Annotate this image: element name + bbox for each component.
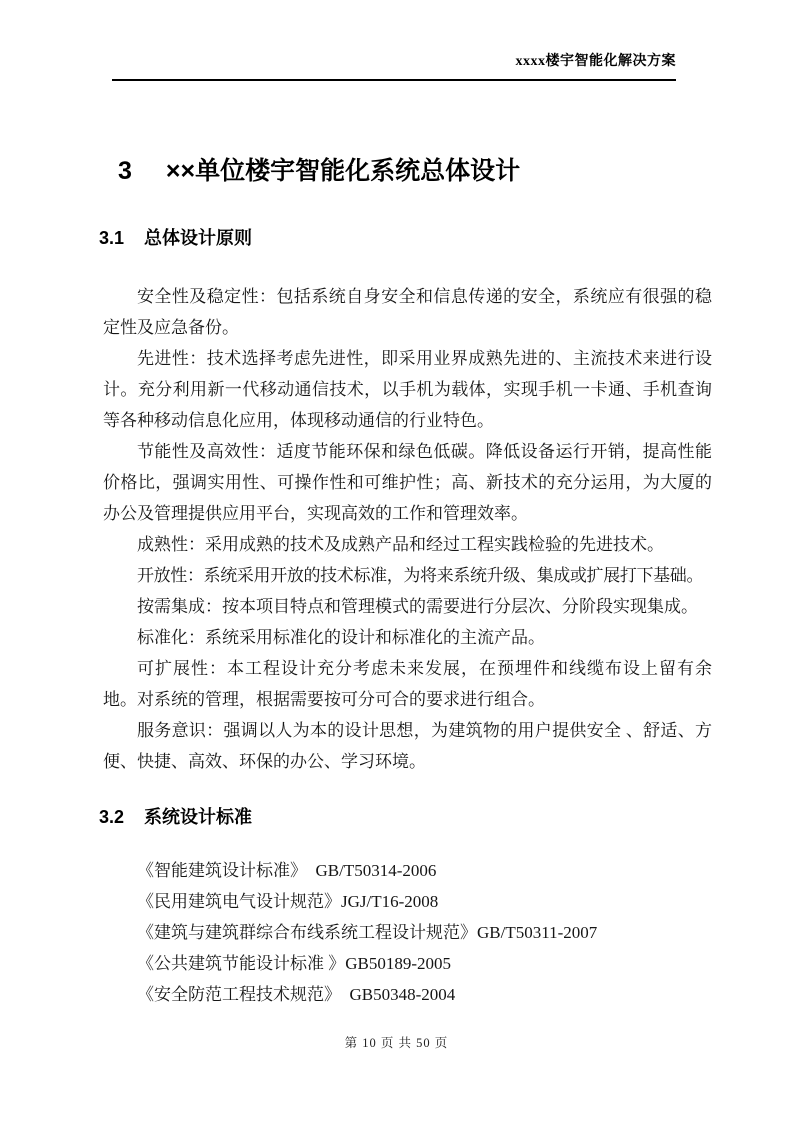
paragraph: 安全性及稳定性：包括系统自身安全和信息传递的安全，系统应有很强的稳定性及应急备份。	[103, 287, 712, 337]
chapter-title: ××单位楼宇智能化系统总体设计	[165, 157, 521, 185]
chapter-heading	[118, 157, 712, 186]
paragraph: 开放性：系统采用开放的技术标准，为将来系统升级、集成或扩展打下基础。	[137, 566, 704, 585]
section-3-1-number: 3.1	[99, 228, 125, 248]
section-3-2-heading	[99, 807, 712, 828]
standards-list	[103, 855, 712, 1010]
section-3-1-title: 总体设计原则	[144, 228, 253, 248]
paragraph: 标准化：系统采用标准化的设计和标准化的主流产品。	[137, 628, 545, 647]
header-title: xxxx楼宇智能化解决方案	[515, 54, 676, 69]
paragraph: 服务意识：强调以人为本的设计思想，为建筑物的用户提供安全 、舒适、方便、快捷、高效、环保的办公、学习环境。	[103, 721, 712, 771]
chapter-number: 3	[118, 157, 132, 185]
standard-reference: 《智能建筑设计标准》 GB/T50314-2006	[137, 861, 437, 880]
standard-reference: 《安全防范工程技术规范》 GB50348-2004	[137, 985, 456, 1004]
header-rule-divider	[112, 79, 676, 81]
standard-reference: 《建筑与建筑群综合布线系统工程设计规范》GB/T50311-2007	[137, 923, 598, 942]
section-3-1-heading	[99, 228, 712, 249]
standard-reference: 《公共建筑节能设计标准 》GB50189-2005	[137, 954, 452, 973]
footer-page-number: 第 10 页 共 50 页	[344, 1036, 449, 1050]
paragraph: 按需集成：按本项目特点和管理模式的需要进行分层次、分阶段实现集成。	[137, 597, 698, 616]
standard-reference: 《民用建筑电气设计规范》JGJ/T16-2008	[137, 892, 439, 911]
paragraph: 成熟性：采用成熟的技术及成熟产品和经过工程实践检验的先进技术。	[137, 535, 664, 554]
paragraph: 先进性：技术选择考虑先进性，即采用业界成熟先进的、主流技术来进行设计。充分利用新一代移动通信技术，以手机为载体，实现手机一卡通、手机查询等各种移动信息化应用，体现移动通信的行业特色。	[103, 349, 712, 430]
paragraph: 节能性及高效性：适度节能环保和绿色低碳。降低设备运行开销，提高性能价格比，强调实用性、可操作性和可维护性；高、新技术的充分运用，为大厦的办公及管理提供应用平台，实现高效的工作和管理效率。	[103, 442, 712, 523]
section-3-1-paragraphs	[103, 281, 712, 777]
document-body	[99, 157, 712, 1010]
section-3-2-number: 3.2	[99, 807, 125, 827]
section-3-2-title: 系统设计标准	[144, 807, 253, 827]
paragraph: 可扩展性：本工程设计充分考虑未来发展，在预埋件和线缆布设上留有余地。对系统的管理，根据需要按可分可合的要求进行组合。	[103, 659, 712, 709]
